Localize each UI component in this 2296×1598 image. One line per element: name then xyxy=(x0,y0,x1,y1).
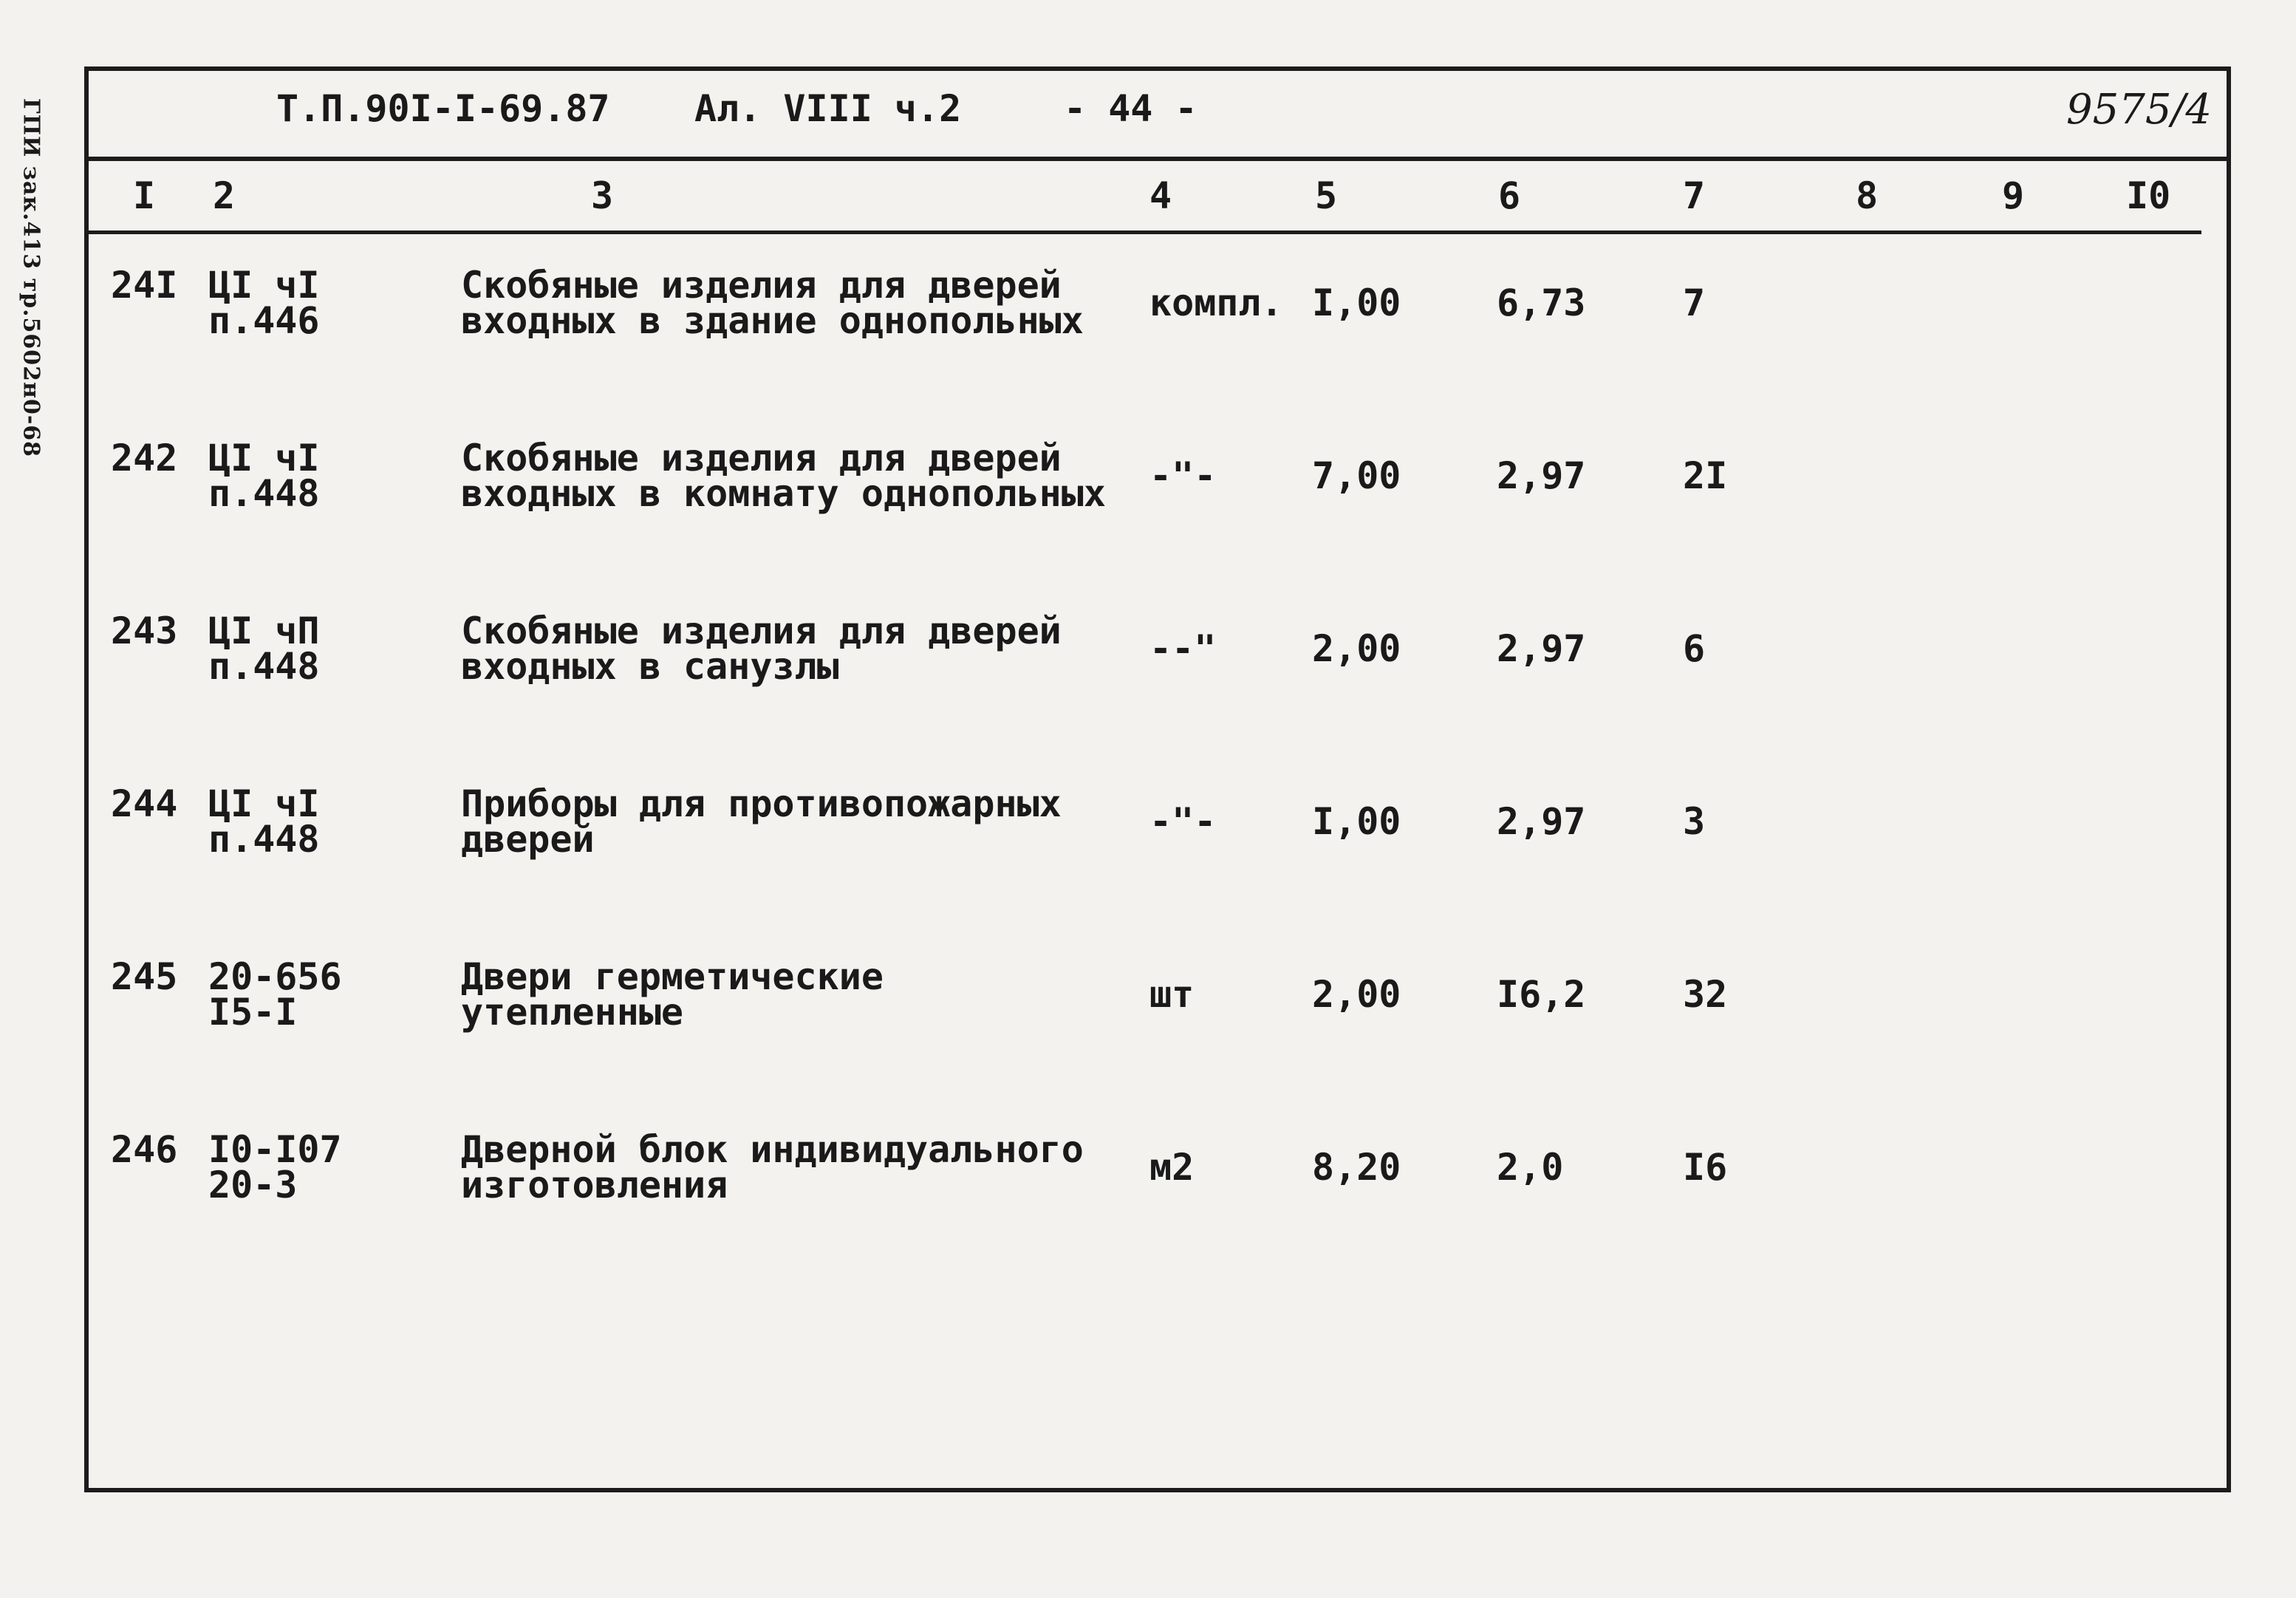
row-unit-price: 2,97 xyxy=(1497,627,1586,670)
row-number: 244 xyxy=(111,782,178,825)
table-row xyxy=(89,437,2227,588)
row-reference: ЦI чI п.446 xyxy=(208,264,320,342)
row-total: I6 xyxy=(1683,1146,1728,1189)
row-quantity: 2,00 xyxy=(1312,973,1401,1016)
row-unit-price: 2,97 xyxy=(1497,454,1586,497)
row-number: 243 xyxy=(111,610,178,652)
table-row xyxy=(89,955,2227,1107)
row-unit: -"- xyxy=(1149,454,1217,497)
header-album: Ал. VIII ч.2 xyxy=(694,87,962,130)
document-frame xyxy=(84,66,2231,1492)
row-unit-price: 6,73 xyxy=(1497,281,1586,324)
row-total: 3 xyxy=(1683,800,1706,843)
column-header-1: I xyxy=(133,174,156,217)
row-description: Скобяные изделия для дверей входных в санузлы xyxy=(461,610,1062,688)
row-description: Скобяные изделия для дверей входных в комнату однопольных xyxy=(461,437,1106,515)
column-header-8: 8 xyxy=(1856,174,1879,217)
table-row xyxy=(89,1128,2227,1280)
row-quantity: 8,20 xyxy=(1312,1146,1401,1189)
row-number: 246 xyxy=(111,1128,178,1171)
column-header-3: 3 xyxy=(591,174,614,217)
row-number: 245 xyxy=(111,955,178,998)
row-quantity: 2,00 xyxy=(1312,627,1401,670)
table-row xyxy=(89,782,2227,934)
row-description: Двери герметические утепленные xyxy=(461,955,884,1034)
row-quantity: I,00 xyxy=(1312,800,1401,843)
row-total: 32 xyxy=(1683,973,1728,1016)
row-number: 242 xyxy=(111,437,178,479)
row-total: 2I xyxy=(1683,454,1728,497)
row-total: 7 xyxy=(1683,281,1706,324)
row-reference: I0-I07 20-3 xyxy=(208,1128,342,1206)
row-unit: компл. xyxy=(1149,281,1283,324)
row-description: Дверной блок индивидуального изготовления xyxy=(461,1128,1084,1206)
row-reference: ЦI чI п.448 xyxy=(208,782,320,861)
row-reference: ЦI чI п.448 xyxy=(208,437,320,515)
column-header-divider xyxy=(89,231,2201,234)
column-header-5: 5 xyxy=(1315,174,1338,217)
header-project-code: Т.П.90I-I-69.87 xyxy=(276,87,610,130)
row-description: Скобяные изделия для дверей входных в здание однопольных xyxy=(461,264,1084,342)
header-divider xyxy=(89,157,2227,161)
column-header-7: 7 xyxy=(1683,174,1706,217)
row-quantity: 7,00 xyxy=(1312,454,1401,497)
side-stamp xyxy=(9,71,53,485)
row-unit: шт xyxy=(1149,973,1195,1016)
row-number: 24I xyxy=(111,264,178,307)
row-total: 6 xyxy=(1683,627,1706,670)
column-header-6: 6 xyxy=(1498,174,1521,217)
table-row xyxy=(89,610,2227,761)
header-page-number: - 44 - xyxy=(1064,87,1197,130)
row-unit: --" xyxy=(1149,627,1217,670)
row-unit: -"- xyxy=(1149,800,1217,843)
row-unit-price: I6,2 xyxy=(1497,973,1586,1016)
row-unit: м2 xyxy=(1149,1146,1195,1189)
row-unit-price: 2,97 xyxy=(1497,800,1586,843)
side-stamp-text: ГПИ зак.413 тр.5602н0-68 xyxy=(18,98,44,458)
column-header-2: 2 xyxy=(213,174,236,217)
table-row xyxy=(89,264,2227,415)
column-header-9: 9 xyxy=(2002,174,2025,217)
row-quantity: I,00 xyxy=(1312,281,1401,324)
column-header-10: I0 xyxy=(2126,174,2171,217)
column-header-4: 4 xyxy=(1149,174,1172,217)
row-description: Приборы для противопожарных дверей xyxy=(461,782,1062,861)
header-inventory-number: 9575/4 xyxy=(2066,86,2212,134)
row-unit-price: 2,0 xyxy=(1497,1146,1564,1189)
row-reference: ЦI чП п.448 xyxy=(208,610,320,688)
row-reference: 20-656 I5-I xyxy=(208,955,342,1034)
